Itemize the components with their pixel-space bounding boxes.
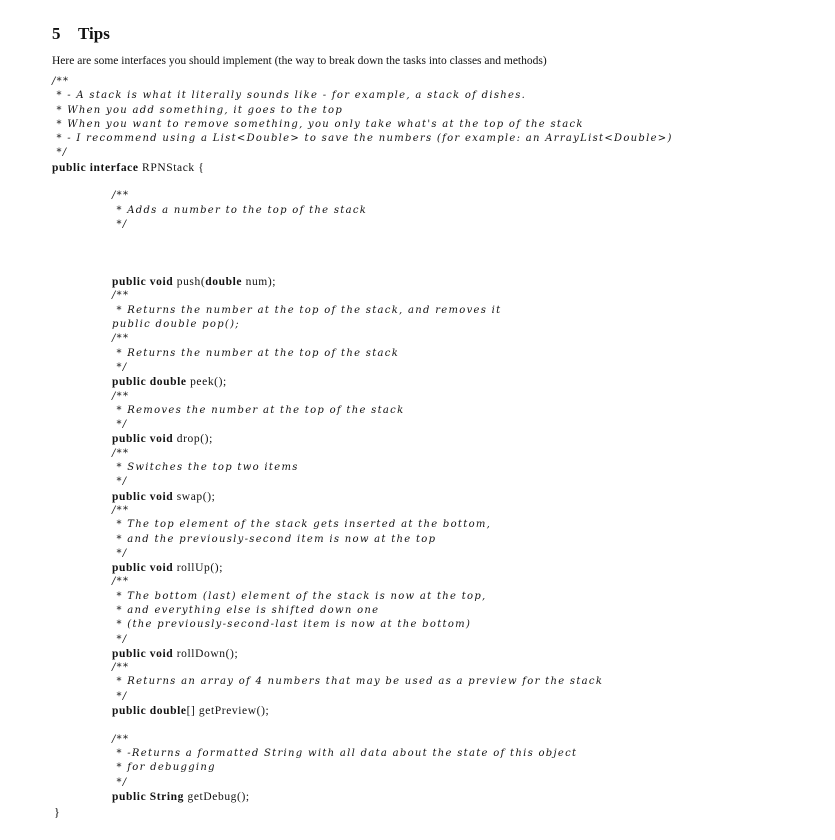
doc-comment-line: * The top element of the stack gets inserted at the bottom, xyxy=(112,519,492,531)
code-text: drop(); xyxy=(173,433,213,446)
doc-comment-line: */ xyxy=(112,633,128,645)
doc-comment-line: public double pop(); xyxy=(112,319,240,331)
doc-comment-line: * (the previously-second-last item is now at the bottom) xyxy=(112,619,472,631)
doc-comment-line: * Switches the top two items xyxy=(112,462,299,474)
method-signature xyxy=(52,490,673,504)
section-number: 5 xyxy=(52,24,61,43)
doc-comment-line: /** xyxy=(112,662,130,674)
keyword: public void xyxy=(112,562,174,575)
doc-comment-line: * - I recommend using a List<Double> to save the numbers (for example: an ArrayList<Double>) xyxy=(52,133,673,145)
doc-comment-line: * Returns the number at the top of the stack, and removes it xyxy=(112,304,502,316)
keyword: public double xyxy=(112,705,187,718)
keyword: public interface xyxy=(52,161,139,174)
keyword: public void xyxy=(112,276,174,289)
doc-comment-line: */ xyxy=(52,147,68,159)
doc-comment-line: * for debugging xyxy=(112,762,216,774)
keyword: public double xyxy=(112,376,187,389)
keyword: public String xyxy=(112,790,185,803)
interface-declaration xyxy=(52,161,673,175)
method-signature xyxy=(52,561,673,575)
code-text: num); xyxy=(242,276,277,289)
keyword: public void xyxy=(112,433,174,446)
blank-line xyxy=(52,718,673,732)
doc-comment-line: /** xyxy=(112,576,130,588)
doc-comment-line: */ xyxy=(112,776,128,788)
doc-comment-line: */ xyxy=(112,690,128,702)
blank-line xyxy=(52,247,673,261)
doc-comment-line: */ xyxy=(112,476,128,488)
blank-line xyxy=(52,175,673,189)
doc-comment-line: /** xyxy=(112,733,130,745)
doc-comment-line: * and everything else is shifted down one xyxy=(112,604,380,616)
intro-paragraph: Here are some interfaces you should implement (the way to break down the tasks into classes and methods) xyxy=(52,55,547,67)
code-text: push( xyxy=(173,276,206,289)
doc-comment-line: * Returns an array of 4 numbers that may be used as a preview for the stack xyxy=(112,676,604,688)
method-signature xyxy=(52,432,673,446)
closing-brace: } xyxy=(54,805,60,819)
doc-comment-line: */ xyxy=(112,547,128,559)
doc-comment-line: */ xyxy=(112,419,128,431)
code-text: [] getPreview(); xyxy=(186,705,270,718)
doc-comment-line: /** xyxy=(112,390,130,402)
code-text: rollDown(); xyxy=(173,647,239,660)
code-text: rollUp(); xyxy=(173,562,224,575)
code-text: swap(); xyxy=(173,490,216,503)
section-title: Tips xyxy=(78,24,110,43)
doc-comment-line: * When you add something, it goes to the top xyxy=(52,104,344,116)
code-text: getDebug(); xyxy=(184,790,250,803)
keyword: public void xyxy=(112,490,174,503)
doc-comment-line: * and the previously-second item is now at the top xyxy=(112,533,437,545)
code-listing xyxy=(52,75,673,804)
method-signature xyxy=(52,275,673,289)
doc-comment-line: * - A stack is what it literally sounds like - for example, a stack of dishes. xyxy=(52,90,527,102)
doc-comment-line: */ xyxy=(112,218,128,230)
method-signature xyxy=(52,647,673,661)
code-text: RPNStack { xyxy=(138,161,205,174)
blank-line xyxy=(52,261,673,275)
doc-comment-line: /** xyxy=(112,333,130,345)
doc-comment-line: /** xyxy=(112,290,130,302)
doc-comment-line: /** xyxy=(112,504,130,516)
doc-comment-line: */ xyxy=(112,361,128,373)
doc-comment-line: /** xyxy=(112,447,130,459)
method-signature xyxy=(52,704,673,718)
doc-comment-line: * Adds a number to the top of the stack xyxy=(112,204,368,216)
doc-comment-line: * The bottom (last) element of the stack is now at the top, xyxy=(112,590,487,602)
blank-line xyxy=(52,232,673,246)
doc-comment-line: * When you want to remove something, you only take what's at the top of the stack xyxy=(52,118,584,130)
doc-comment-line: * Returns the number at the top of the stack xyxy=(112,347,400,359)
doc-comment-line: * Removes the number at the top of the stack xyxy=(112,404,405,416)
keyword: public void xyxy=(112,647,174,660)
method-signature xyxy=(52,790,673,804)
method-signature xyxy=(52,375,673,389)
doc-comment-line: * -Returns a formatted String with all data about the state of this object xyxy=(112,747,578,759)
section-heading xyxy=(52,24,110,44)
doc-comment-line: /** xyxy=(52,76,70,87)
doc-comment-line: /** xyxy=(112,190,130,202)
code-text: peek(); xyxy=(186,376,227,389)
keyword: double xyxy=(205,276,243,289)
